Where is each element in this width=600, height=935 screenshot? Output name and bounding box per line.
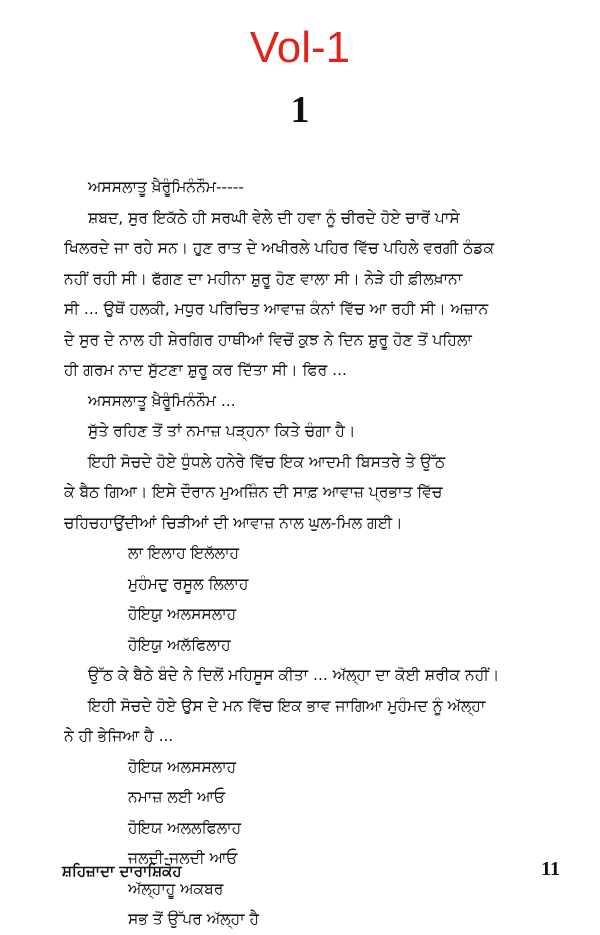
text-line: ਜਲਦੀ-ਜਲਦੀ ਆਓ xyxy=(128,849,238,867)
text-line: ਦੇ ਸੁਰ ਦੇ ਨਾਲ ਹੀ ਸ਼ੇਰਗਿਰ ਹਾਥੀਆਂ ਵਿਚੋਂ ਕੁਝ ਨੇ ਦਿਨ ਸ਼ੁਰੂ ਹੋਣ ਤੋਂ ਪਹਿਲਾ xyxy=(64,330,472,349)
text-line: ਨਹੀਂ ਰਹੀ ਸੀ। ਫੱਗਣ ਦਾ ਮਹੀਨਾ ਸ਼ੁਰੂ ਹੋਣ ਵਾਲਾ ਸੀ। ਨੇੜੇ ਹੀ ਫ਼ੀਲਖ਼ਾਨਾ xyxy=(64,269,463,288)
text-line: ਸੀ ... ਉਥੋਂ ਹਲਕੀ, ਮਧੁਰ ਪਰਿਚਿਤ ਆਵਾਜ਼ ਕੰਨਾਂ ਵਿੱਚ ਆ ਰਹੀ ਸੀ। ਅਜ਼ਾਨ xyxy=(64,300,489,318)
text-line: ਖਿਲਰਦੇ ਜਾ ਰਹੇ ਸਨ। ਹੁਣ ਰਾਤ ਦੇ ਅਖੀਰਲੇ ਪਹਿਰ ਵਿੱਚ ਪਹਿਲੇ ਵਰਗੀ ਠੰਡਕ xyxy=(64,239,495,257)
text-line: ਲਾ ਇਲਾਹ ਇਲੱਲਾਹ xyxy=(128,544,240,562)
text-line: ਹੋਇਯ ਅਲਲਫਿਲਾਹ xyxy=(128,818,242,837)
text-line: ਨਮਾਜ਼ ਲਈ ਆਓ xyxy=(128,788,226,806)
body-text xyxy=(64,172,568,935)
text-line: ਅਸਸਲਾਤੂ ਖ਼ੈਰੂੰਮਿਨੰਨੌਮ----- xyxy=(88,178,244,196)
text-line: ਅਸਸਲਾਤੂ ਖ਼ੈਰੂੰਮਿਨੰਨੌਮ ... xyxy=(88,391,236,410)
text-line: ਮੁਹੰਮਦੁ ਰਸੂਲ ਲਿਲਾਹ xyxy=(128,574,249,593)
text-line: ਸ਼ਬਦ, ਸੁਰ ਇਕੱਠੇ ਹੀ ਸਰਘੀ ਵੇਲੇ ਦੀ ਹਵਾ ਨੂੰ ਚੀਰਦੇ ਹੋਏ ਚਾਰੋਂ ਪਾਸੇ xyxy=(88,208,460,227)
volume-label: Vol-1 xyxy=(249,23,351,72)
text-line: ਹੋਇਯੁ ਅਲੱਫਿਲਾਹ xyxy=(128,635,231,654)
text-line: ਕੇ ਬੈਠ ਗਿਆ। ਇਸੇ ਦੌਰਾਨ ਮੁਅਜ਼ਿੰਨ ਦੀ ਸਾਫ਼ ਆਵਾਜ਼ ਪ੍ਰਭਾਤ ਵਿੱਚ xyxy=(64,483,443,501)
text-line: ਉੱਠ ਕੇ ਬੈਠੇ ਬੰਦੇ ਨੇ ਦਿਲੋਂ ਮਹਿਸੂਸ ਕੀਤਾ ... ਅੱਲ੍ਹਾ ਦਾ ਕੋਈ ਸ਼ਰੀਕ ਨਹੀਂ। xyxy=(88,666,500,684)
running-footer-title: ਸ਼ਹਿਜ਼ਾਦਾ ਦਾਰਾਸ਼ਿਕੋਹ xyxy=(62,862,182,880)
text-line: ਹੀ ਗਰਮ ਨਾਦ ਸੁੱਟਣਾ ਸ਼ੁਰੂ ਕਰ ਦਿੱਤਾ ਸੀ। ਫਿਰ ... xyxy=(64,361,347,379)
chapter-number: 1 xyxy=(290,89,310,131)
text-line: ਇਹੀ ਸੋਚਦੇ ਹੋਏ ਉਸ ਦੇ ਮਨ ਵਿੱਚ ਇਕ ਭਾਵ ਜਾਗਿਆ ਮੁਹੰਮਦ ਨੂੰ ਅੱਲ੍ਹਾ xyxy=(88,696,486,715)
text-line: ਚਹਿਚਹਾਉਂਦੀਆਂ ਚਿੜੀਆਂ ਦੀ ਆਵਾਜ਼ ਨਾਲ ਘੁਲ-ਮਿਲ ਗਈ। xyxy=(64,513,403,532)
page-number: 11 xyxy=(541,858,560,880)
text-line: ਨੇ ਹੀ ਭੇਜਿਆ ਹੈ ... xyxy=(64,727,174,745)
text-line: ਇਹੀ ਸੋਚਦੇ ਹੋਏ ਧੁੰਧਲੇ ਹਨੇਰੇ ਵਿੱਚ ਇਕ ਆਦਮੀ ਬਿਸਤਰੇ ਤੇ ਉੱਠ xyxy=(88,452,446,471)
text-line: ਅੱਲ੍ਹਾਹੂ ਅਕਬਰ xyxy=(128,879,224,898)
text-line: ਸਭ ਤੋਂ ਉੱਪਰ ਅੱਲ੍ਹਾ ਹੈ xyxy=(128,910,260,928)
text-line: ਸੁੱਤੇ ਰਹਿਣ ਤੋਂ ਤਾਂ ਨਮਾਜ਼ ਪੜ੍ਹਨਾ ਕਿਤੇ ਚੰਗਾ ਹੈ। xyxy=(88,422,356,440)
text-line: ਹੋਇਯ ਅਲਸਸਲਾਹ xyxy=(128,757,237,776)
text-line: ਹੋਇਯੁ ਅਲਸਸਲਾਹ xyxy=(128,605,237,623)
